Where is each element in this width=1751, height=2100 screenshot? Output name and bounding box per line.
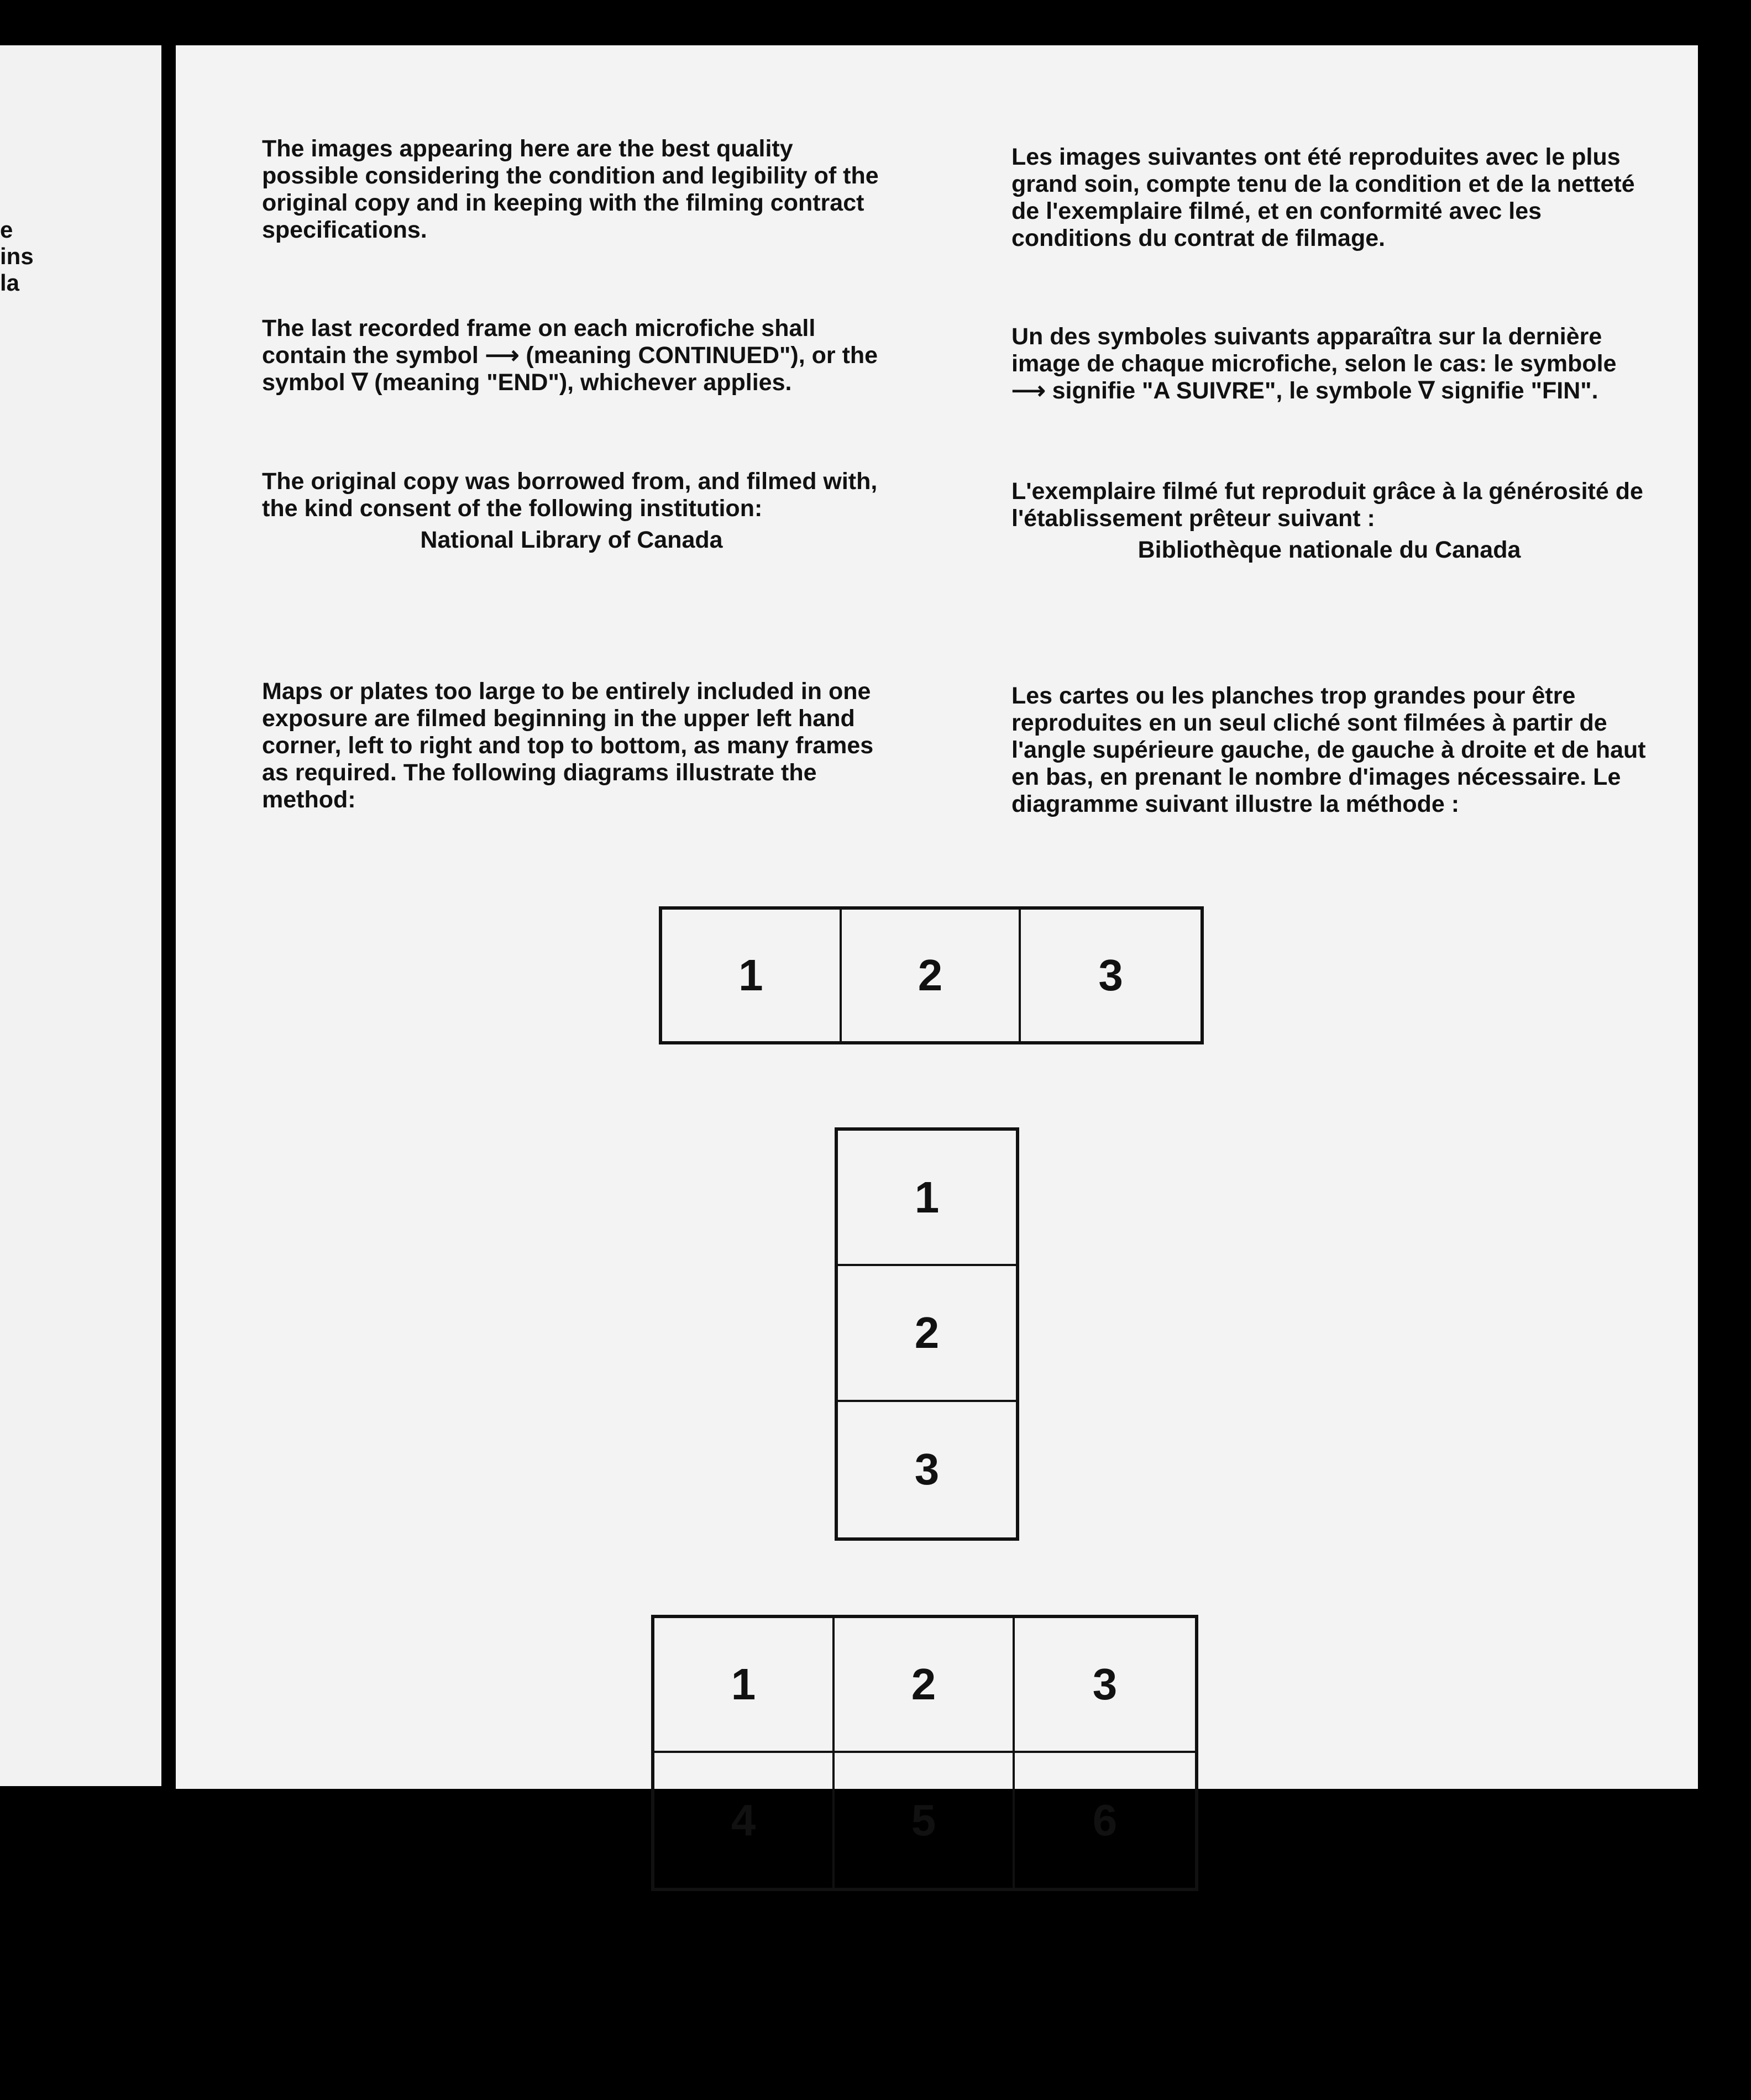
english-symbol-paragraph: The last recorded frame on each microfiche shall contain the symbol ⟶ (meaning CONTINUED"), or the symbol ∇ (meaning "END"), whichever applies. <box>262 315 878 396</box>
frame-cell: 1 <box>838 1131 1016 1266</box>
french-institution-name: Bibliothèque nationale du Canada <box>1137 537 1521 563</box>
english-maps-paragraph: Maps or plates too large to be entirely included in one exposure are filmed beginning in the upper left hand corner, left to right and top to bottom, as many frames as required. The following diagrams illustrate the method: <box>262 678 874 813</box>
frame-cell: 3 <box>1098 951 1123 1000</box>
french-quality-paragraph: Les images suivantes ont été reproduites avec le plus grand soin, compte tenu de la condition et de la netteté de l'exemplaire filmé, et en conformité avec les conditions du contrat de filmage. <box>1011 144 1635 251</box>
french-symbol-paragraph: Un des symboles suivants apparaîtra sur la dernière image de chaque microfiche, selon le cas: le symbole ⟶ signifie "A SUIVRE", le symbole ∇ signifie "FIN". <box>1011 323 1617 404</box>
frame-cell: 2 <box>838 1266 1016 1401</box>
english-institution-paragraph <box>262 468 881 554</box>
frame-cell: 4 <box>654 1753 835 1888</box>
diagram-block-six-frames <box>651 1615 1198 1891</box>
diagram-row-three-frames <box>659 906 1204 1044</box>
target-page <box>176 45 1698 1845</box>
previous-page-fragment <box>0 45 161 1786</box>
frame-cell: 1 <box>654 1618 835 1753</box>
frame-cell: 3 <box>1015 1618 1195 1753</box>
french-maps-paragraph: Les cartes ou les planches trop grandes pour être reproduites en un seul cliché sont filmées à partir de l'angle supérieure gauche, de gauche à droite et de haut en bas, en prenant le nombre d'images nécessaire. Le diagramme suivant illustre la méthode : <box>1011 683 1646 817</box>
frame-cell: 2 <box>842 910 1021 1041</box>
frame-cell: 5 <box>835 1753 1015 1888</box>
frame-cell: 1 <box>662 910 842 1041</box>
english-institution-name: National Library of Canada <box>420 527 723 553</box>
fragment-line-3: la <box>0 270 20 296</box>
frame-cell: 3 <box>914 1445 940 1494</box>
french-institution-paragraph <box>1011 478 1647 564</box>
frame-cell: 2 <box>835 1618 1015 1753</box>
english-quality-paragraph: The images appearing here are the best quality possible considering the condition and legibility of the original copy and in keeping with the filming contract specifications. <box>262 135 879 243</box>
french-borrowed-text: L'exemplaire filmé fut reproduit grâce à la générosité de l'établissement prêteur suivant : <box>1011 478 1643 532</box>
frame-cell: 6 <box>1092 1796 1118 1845</box>
english-borrowed-text: The original copy was borrowed from, and filmed with, the kind consent of the following institution: <box>262 468 878 522</box>
fragment-line-1: e <box>0 217 13 243</box>
diagram-column-three-frames <box>835 1127 1019 1541</box>
fragment-line-2: ins <box>0 243 34 269</box>
